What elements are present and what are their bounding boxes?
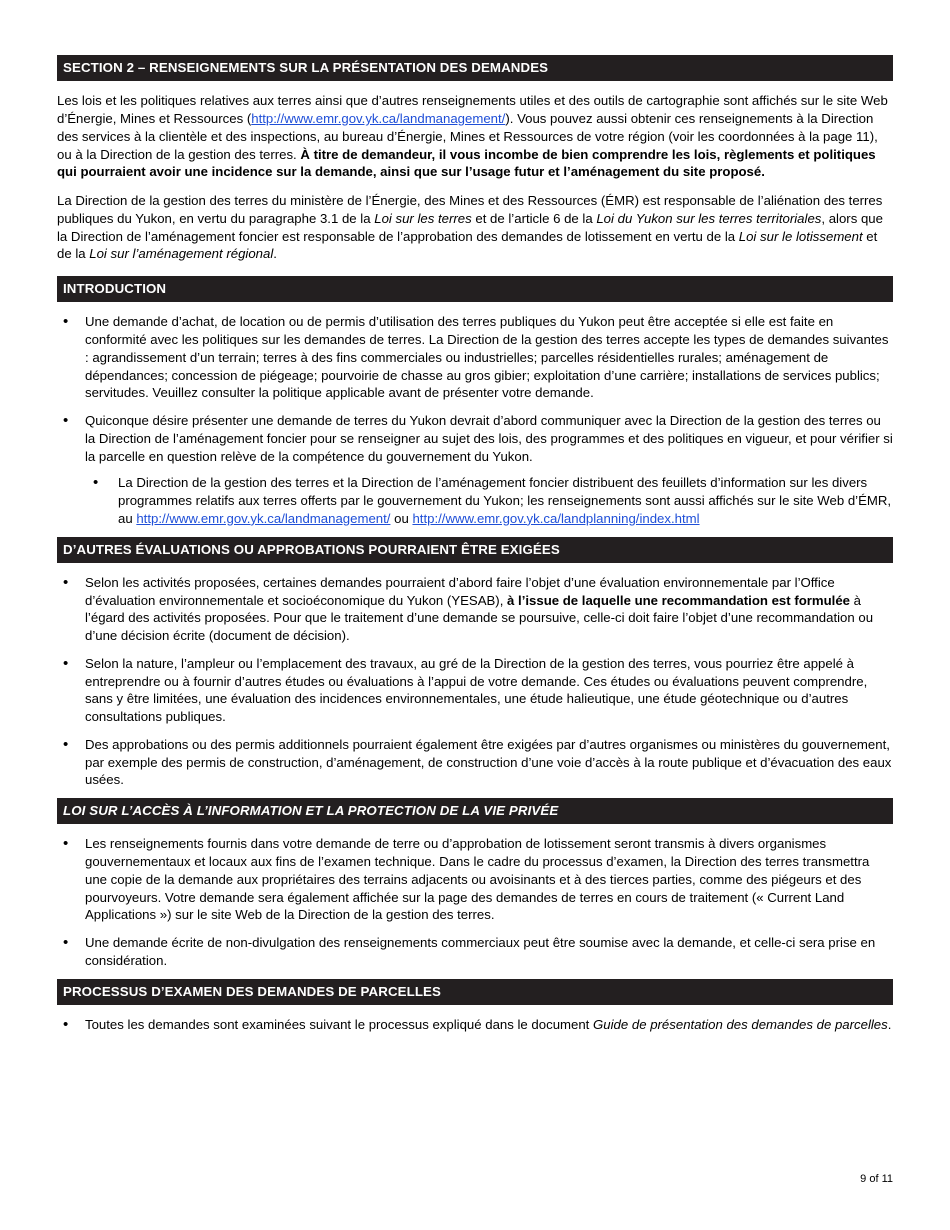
section2-para2-text-d: et de la — [57, 228, 878, 262]
document-page — [57, 55, 893, 1185]
section2-para2-text-b: et de l’article 6 de la — [471, 210, 597, 226]
loi-terres-territoriales: Loi du Yukon sur les terres territoriales — [596, 210, 822, 226]
evaluations-bullet-1-text-a: Selon les activités proposées, certaines demandes pourraient d’abord faire l’objet d’une évaluation environnementale par l’Office d’évaluation environnementale et socioéconomique du Yukon (YESAB), — [85, 574, 835, 608]
evaluations-bullet-1-text-b: à l’égard des activités proposées. Pour que le traitement d’une demande se poursuive, celle-ci doit faire l’objet d’une recommandation ou d’une décision écrite (document de décision). — [85, 592, 874, 644]
introduction-sub-bullet-list — [85, 474, 893, 527]
section2-para2-text-e: . — [273, 246, 277, 262]
bullet-dot-icon: • — [93, 474, 99, 492]
bullet-dot-icon: • — [63, 934, 69, 952]
section2-para2-text-a: La Direction de la gestion des terres du ministère de l’Énergie, des Mines et des Ressources (ÉMR) est responsable de l’aliénation des terres publiques du Yukon, en vertu du paragraphe 3.1 de la — [57, 193, 883, 226]
loi-amenagement-regional: Loi sur l’aménagement régional — [89, 246, 274, 262]
section2-paragraph-1 — [57, 92, 893, 181]
privacy-bullet-list — [57, 835, 893, 969]
bullet-dot-icon: • — [63, 573, 69, 591]
list-item — [57, 1016, 893, 1034]
list-item — [57, 313, 893, 402]
privacy-bullet-1: Les renseignements fournis dans votre demande de terre ou d’approbation de lotissement seront transmis à divers organismes gouvernementaux et locaux aux fins de l’examen technique. Dans le cadre du processus d’examen, la Direction des terres transmettra une copie de la demande aux propriétaires des terrains adjacents ou avoisinants et à des tierces parties, comme des piégeurs et des pourvoyeurs. Votre demande sera également affichée sur la page des demandes de terres en cours de traitement (« Current Land Applications ») sur le site Web de la Direction de la gestion des terres. — [85, 836, 870, 923]
introduction-subbullet-text-a: La Direction de la gestion des terres et la Direction de l’aménagement foncier distribuent des feuillets d’information sur les divers programmes relatifs aux terres offerts par le gouvernement du Yukon; les renseignements sont aussi affichés sur le site Web d’ÉMR, au — [118, 475, 892, 526]
section2-paragraph-2 — [57, 192, 893, 263]
review-bullet-list — [57, 1016, 893, 1034]
list-item — [57, 412, 893, 528]
bullet-dot-icon: • — [63, 412, 69, 430]
guide-presentation-demandes: Guide de présentation des demandes de parcelles — [593, 1016, 888, 1032]
list-item — [57, 574, 893, 645]
introduction-bullet-1: Une demande d’achat, de location ou de permis d’utilisation des terres publiques du Yukon peut être acceptée si elle est faite en conformité avec les politiques sur les demandes de terres. La Direction de la gestion des terres accepte les types de demandes suivantes : agrandissement d’un terrain; terres à des fins commerciales ou industrielles; parcelles résidentielles rurales; aménagement de dépendances; concession de piégeage; pourvoirie de chasse au gros gibier; exploitation d’une carrière; installations de services publics; servitudes. Veuillez consulter la politique applicable avant de présenter votre demande. — [85, 314, 889, 401]
section-header-evaluations: D’AUTRES ÉVALUATIONS OU APPROBATIONS POURRAIENT ÊTRE EXIGÉES — [57, 537, 893, 563]
evaluations-bullet-3: Des approbations ou des permis additionnels pourraient également être exigées par d’autres organismes ou ministères du gouvernement, par exemple des permis de construction, d’aménagement, de construction d’une voie d’accès à la route publique et d’évacuation des eaux usées. — [85, 736, 892, 788]
section2-para1-text-b: ). Vous pouvez aussi obtenir ces renseignements à la Direction des services à la clientèle et des inspections, au bureau d’Énergie, Mines et Ressources de votre région (voir les coordonnées à la page 11), ou à la Direction de la gestion des terres. — [57, 111, 878, 162]
list-item — [57, 835, 893, 924]
section-header-introduction: INTRODUCTION — [57, 276, 893, 302]
loi-sur-les-terres: Loi sur les terres — [374, 210, 472, 226]
bullet-dot-icon: • — [63, 735, 69, 753]
introduction-bullet-list — [57, 313, 893, 527]
loi-sur-le-lotissement: Loi sur le lotissement — [738, 228, 863, 244]
section-header-review: PROCESSUS D’EXAMEN DES DEMANDES DE PARCELLES — [57, 979, 893, 1005]
evaluations-bullet-list — [57, 574, 893, 789]
emr-landplanning-link[interactable]: http://www.emr.gov.yk.ca/landplanning/index.html — [412, 510, 700, 526]
review-bullet-1-text-a: Toutes les demandes sont examinées suivant le processus expliqué dans le document — [85, 1016, 594, 1032]
evaluations-bullet-2: Selon la nature, l’ampleur ou l’emplacement des travaux, au gré de la Direction de la gestion des terres, vous pourriez être appelé à entreprendre ou à fournir d’autres études ou évaluations à l’appui de votre demande. Ces études ou évaluations peuvent comprendre, sans y être limitées, une évaluation des incidences environnementales, une étude halieutique, une étude géotechnique ou d’autres consultations publiques. — [85, 655, 868, 725]
list-item — [57, 736, 893, 789]
section2-para1-bold: À titre de demandeur, il vous incombe de bien comprendre les lois, règlements et politiques qui pourraient avoir une incidence sur la demande, ainsi que sur l’usage futur et l’aménagement du site proposé. — [57, 146, 876, 180]
review-bullet-1-text-b: . — [887, 1016, 892, 1032]
bullet-dot-icon: • — [63, 313, 69, 331]
evaluations-bullet-1-bold: à l’issue de laquelle une recommandation est formulée — [507, 592, 851, 608]
page-footer: 9 of 11 — [860, 1173, 893, 1185]
list-item — [85, 474, 893, 527]
privacy-bullet-2: Une demande écrite de non-divulgation des renseignements commerciaux peut être soumise avec la demande, et celle-ci sera prise en considération. — [85, 935, 876, 968]
section-header-privacy: LOI SUR L’ACCÈS À L’INFORMATION ET LA PROTECTION DE LA VIE PRIVÉE — [57, 798, 893, 824]
introduction-subbullet-text-b: ou — [390, 510, 413, 526]
list-item — [57, 934, 893, 970]
bullet-dot-icon: • — [63, 1015, 69, 1033]
section2-para1-text-a: Les lois et les politiques relatives aux terres ainsi que d’autres renseignements utiles et des outils de cartographie sont affichés sur le site Web d’Énergie, Mines et Ressources ( — [57, 93, 888, 127]
list-item — [57, 655, 893, 726]
emr-landmanagement-link[interactable]: http://www.emr.gov.yk.ca/landmanagement/ — [251, 111, 506, 127]
section-header-section2: SECTION 2 – RENSEIGNEMENTS SUR LA PRÉSENTATION DES DEMANDES — [57, 55, 893, 81]
bullet-dot-icon: • — [63, 835, 69, 853]
bullet-dot-icon: • — [63, 654, 69, 672]
emr-landmanagement-link-2[interactable]: http://www.emr.gov.yk.ca/landmanagement/ — [136, 510, 391, 526]
introduction-bullet-2: Quiconque désire présenter une demande de terres du Yukon devrait d’abord communiquer avec la Direction de la gestion des terres ou la Direction de l’aménagement foncier pour se renseigner au sujet des lois, des programmes et des politiques en vigueur, et pour vérifier si la parcelle en question relève de la compétence du gouvernement du Yukon. — [85, 413, 893, 464]
section2-para2-text-c: , alors que la Direction de l’aménagement foncier est responsable de l’approbation des demandes de lotissement en vertu de la — [57, 210, 883, 244]
